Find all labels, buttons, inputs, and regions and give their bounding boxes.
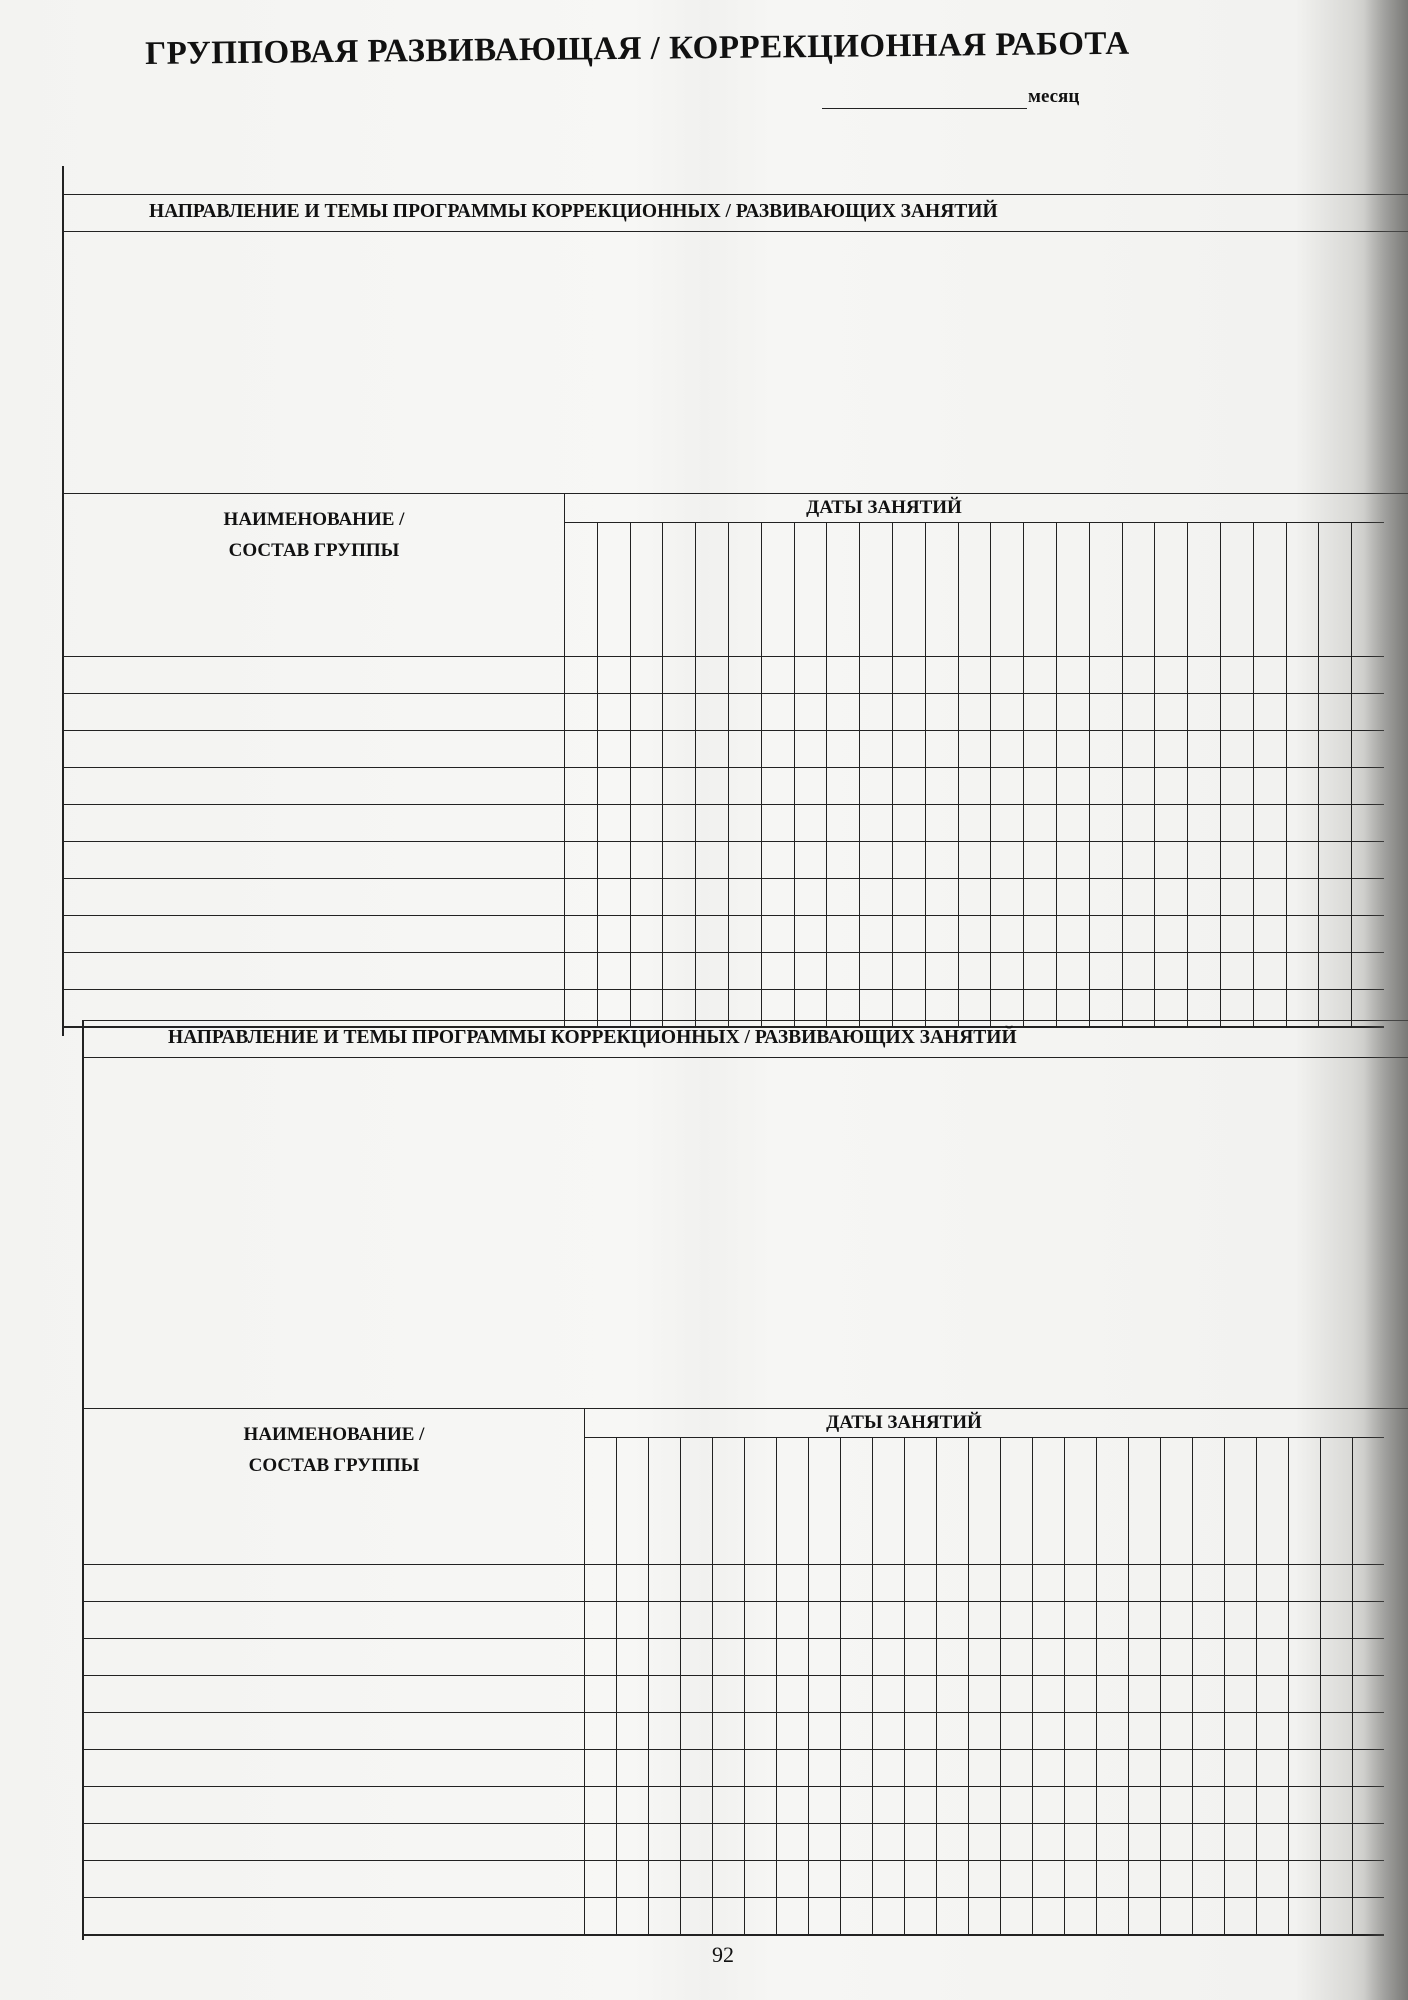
table-row[interactable] <box>64 693 1384 694</box>
date-column-line <box>1122 522 1123 1026</box>
session-dates-header: ДАТЫ ЗАНЯТИЙ <box>826 1412 982 1433</box>
table-row[interactable] <box>84 1638 1384 1639</box>
attendance-table <box>64 493 1408 1034</box>
page-spine-shadow <box>1364 0 1408 2000</box>
table-row[interactable] <box>84 1675 1384 1676</box>
date-column-line <box>1023 522 1024 1026</box>
name-column-divider <box>584 1409 585 1934</box>
dates-header-underline <box>584 1437 1384 1438</box>
table-row[interactable] <box>84 1823 1384 1824</box>
dates-header-underline <box>564 522 1384 523</box>
date-column-line <box>761 522 762 1026</box>
date-column-line <box>630 522 631 1026</box>
group-name-header <box>64 494 564 566</box>
date-column-line <box>1286 522 1287 1026</box>
table-row[interactable] <box>84 1860 1384 1861</box>
group-name-header-text: НАИМЕНОВАНИЕ / СОСТАВ ГРУППЫ <box>243 1424 425 1476</box>
session-dates-header: ДАТЫ ЗАНЯТИЙ <box>806 497 962 518</box>
group-name-header <box>84 1409 584 1481</box>
name-column-divider <box>564 494 565 1026</box>
table-row[interactable] <box>84 1712 1384 1713</box>
table-row[interactable] <box>64 804 1384 805</box>
table-header-bottom <box>64 656 1384 657</box>
date-column-line <box>662 522 663 1026</box>
date-column-line <box>1056 522 1057 1026</box>
table-header-bottom <box>84 1564 1384 1565</box>
date-column-line <box>958 522 959 1026</box>
date-column-line <box>1220 522 1221 1026</box>
date-column-line <box>1253 522 1254 1026</box>
table-row[interactable] <box>64 767 1384 768</box>
date-column-line <box>794 522 795 1026</box>
table-row[interactable] <box>64 841 1384 842</box>
attendance-table <box>84 1408 1408 1939</box>
date-column-line <box>826 522 827 1026</box>
date-column-line <box>695 522 696 1026</box>
date-column-line <box>990 522 991 1026</box>
date-column-line <box>728 522 729 1026</box>
date-column-line <box>892 522 893 1026</box>
table-row[interactable] <box>64 915 1384 916</box>
month-label: месяц <box>1028 86 1080 107</box>
date-column-line <box>597 522 598 1026</box>
page-number: 92 <box>712 1942 734 1967</box>
table-row[interactable] <box>84 1897 1384 1898</box>
group-name-header-text: НАИМЕНОВАНИЕ / СОСТАВ ГРУППЫ <box>223 509 405 561</box>
page-title: ГРУППОВАЯ РАЗВИВАЮЩАЯ / КОРРЕКЦИОННАЯ РАБОТА <box>145 25 1130 72</box>
date-column-line <box>859 522 860 1026</box>
program-section-1 <box>62 166 1408 1036</box>
table-row[interactable] <box>64 878 1384 879</box>
program-topics-area[interactable] <box>84 1058 1408 1422</box>
table-row[interactable] <box>84 1786 1384 1787</box>
program-topics-header: НАПРАВЛЕНИЕ И ТЕМЫ ПРОГРАММЫ КОРРЕКЦИОННЫХ / РАЗВИВАЮЩИХ ЗАНЯТИЙ <box>84 1020 1408 1058</box>
table-row[interactable] <box>64 989 1384 990</box>
table-row[interactable] <box>84 1934 1384 1936</box>
program-topics-header: НАПРАВЛЕНИЕ И ТЕМЫ ПРОГРАММЫ КОРРЕКЦИОННЫХ / РАЗВИВАЮЩИХ ЗАНЯТИЙ <box>64 194 1408 232</box>
date-column-line <box>1089 522 1090 1026</box>
date-column-line <box>1154 522 1155 1026</box>
date-column-line <box>1351 522 1352 1026</box>
month-blank-line[interactable] <box>822 108 1027 109</box>
program-section-2 <box>82 1020 1408 1940</box>
table-row[interactable] <box>84 1601 1384 1602</box>
table-row[interactable] <box>84 1749 1384 1750</box>
date-column-line <box>925 522 926 1026</box>
date-column-line <box>1187 522 1188 1026</box>
table-row[interactable] <box>64 730 1384 731</box>
table-row[interactable] <box>64 952 1384 953</box>
date-column-line <box>1318 522 1319 1026</box>
